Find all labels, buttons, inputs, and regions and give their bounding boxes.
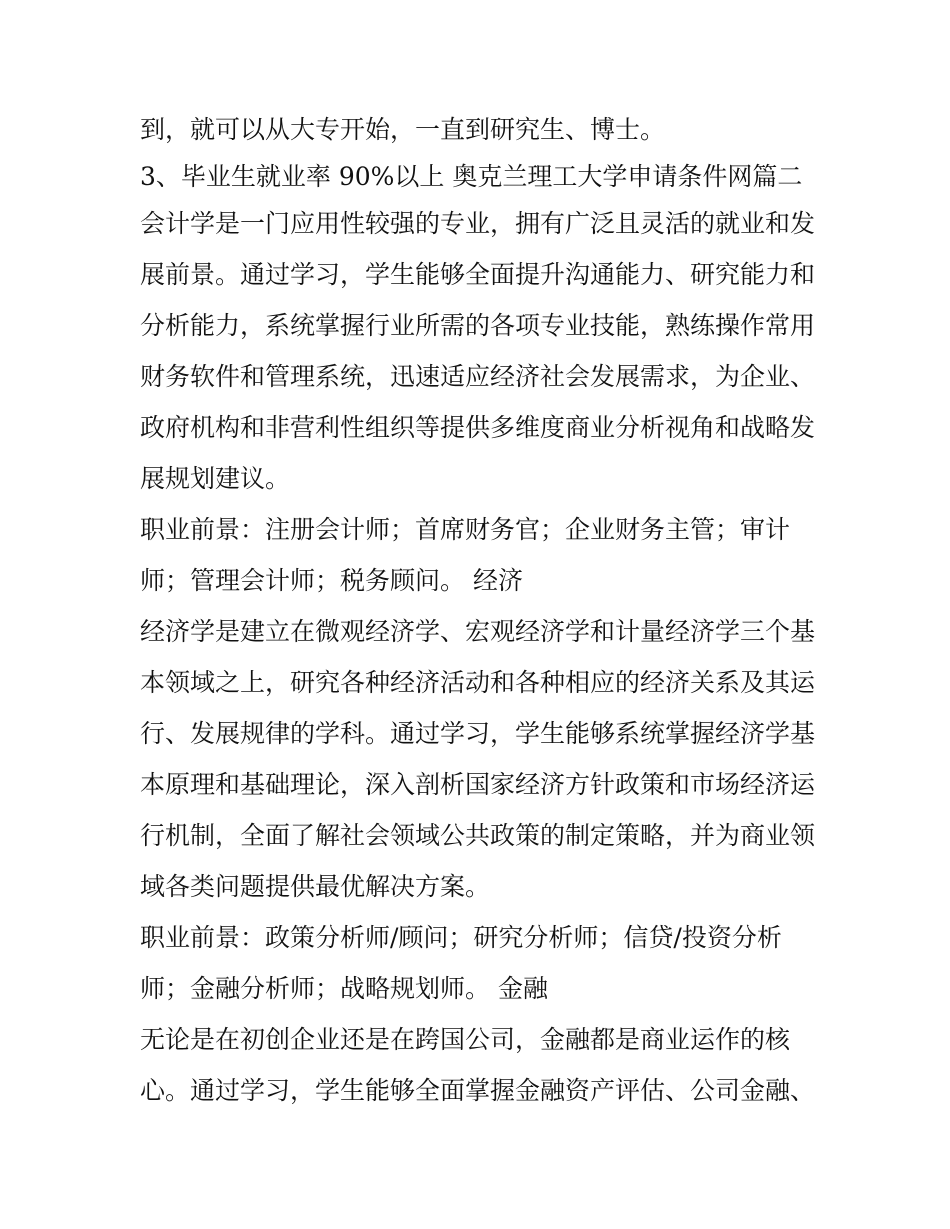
text-line: 展规划建议。 — [140, 464, 291, 493]
body-text — [140, 104, 820, 1116]
text-line: 经济学是建立在微观经济学、宏观经济学和计量经济学三个基 — [140, 617, 816, 646]
text-line: 本原理和基础理论，深入剖析国家经济方针政策和市场经济运 — [140, 770, 816, 799]
text-line: 本领域之上，研究各种经济活动和各种相应的经济关系及其运 — [140, 668, 816, 697]
text-line: 心。通过学习，学生能够全面掌握金融资产评估、公司金融、 — [140, 1076, 816, 1105]
text-line: 展前景。通过学习，学生能够全面提升沟通能力、研究能力和 — [140, 260, 816, 289]
text-line: 行机制，全面了解社会领域公共政策的制定策略，并为商业领 — [140, 821, 816, 850]
text-line: 分析能力，系统掌握行业所需的各项专业技能，熟练操作常用 — [140, 311, 816, 340]
text-line: 3、毕业生就业率 90%以上 奥克兰理工大学申请条件网篇二 — [140, 162, 803, 191]
text-line: 行、发展规律的学科。通过学习，学生能够系统掌握经济学基 — [140, 719, 816, 748]
text-line: 会计学是一门应用性较强的专业，拥有广泛且灵活的就业和发 — [140, 209, 816, 238]
text-line: 师；金融分析师；战略规划师。 金融 — [140, 974, 548, 1003]
text-line: 政府机构和非营利性组织等提供多维度商业分析视角和战略发 — [140, 413, 816, 442]
text-line: 职业前景：注册会计师；首席财务官；企业财务主管；审计 — [140, 515, 791, 544]
text-line: 职业前景：政策分析师/顾问；研究分析师；信贷/投资分析 — [140, 923, 782, 952]
text-line: 师；管理会计师；税务顾问。 经济 — [140, 566, 523, 595]
text-line: 到，就可以从大专开始，一直到研究生、博士。 — [140, 115, 666, 144]
text-line: 无论是在初创企业还是在跨国公司，金融都是商业运作的核 — [140, 1025, 791, 1054]
text-line: 财务软件和管理系统，迅速适应经济社会发展需求，为企业、 — [140, 362, 816, 391]
text-line: 域各类问题提供最优解决方案。 — [140, 872, 491, 901]
